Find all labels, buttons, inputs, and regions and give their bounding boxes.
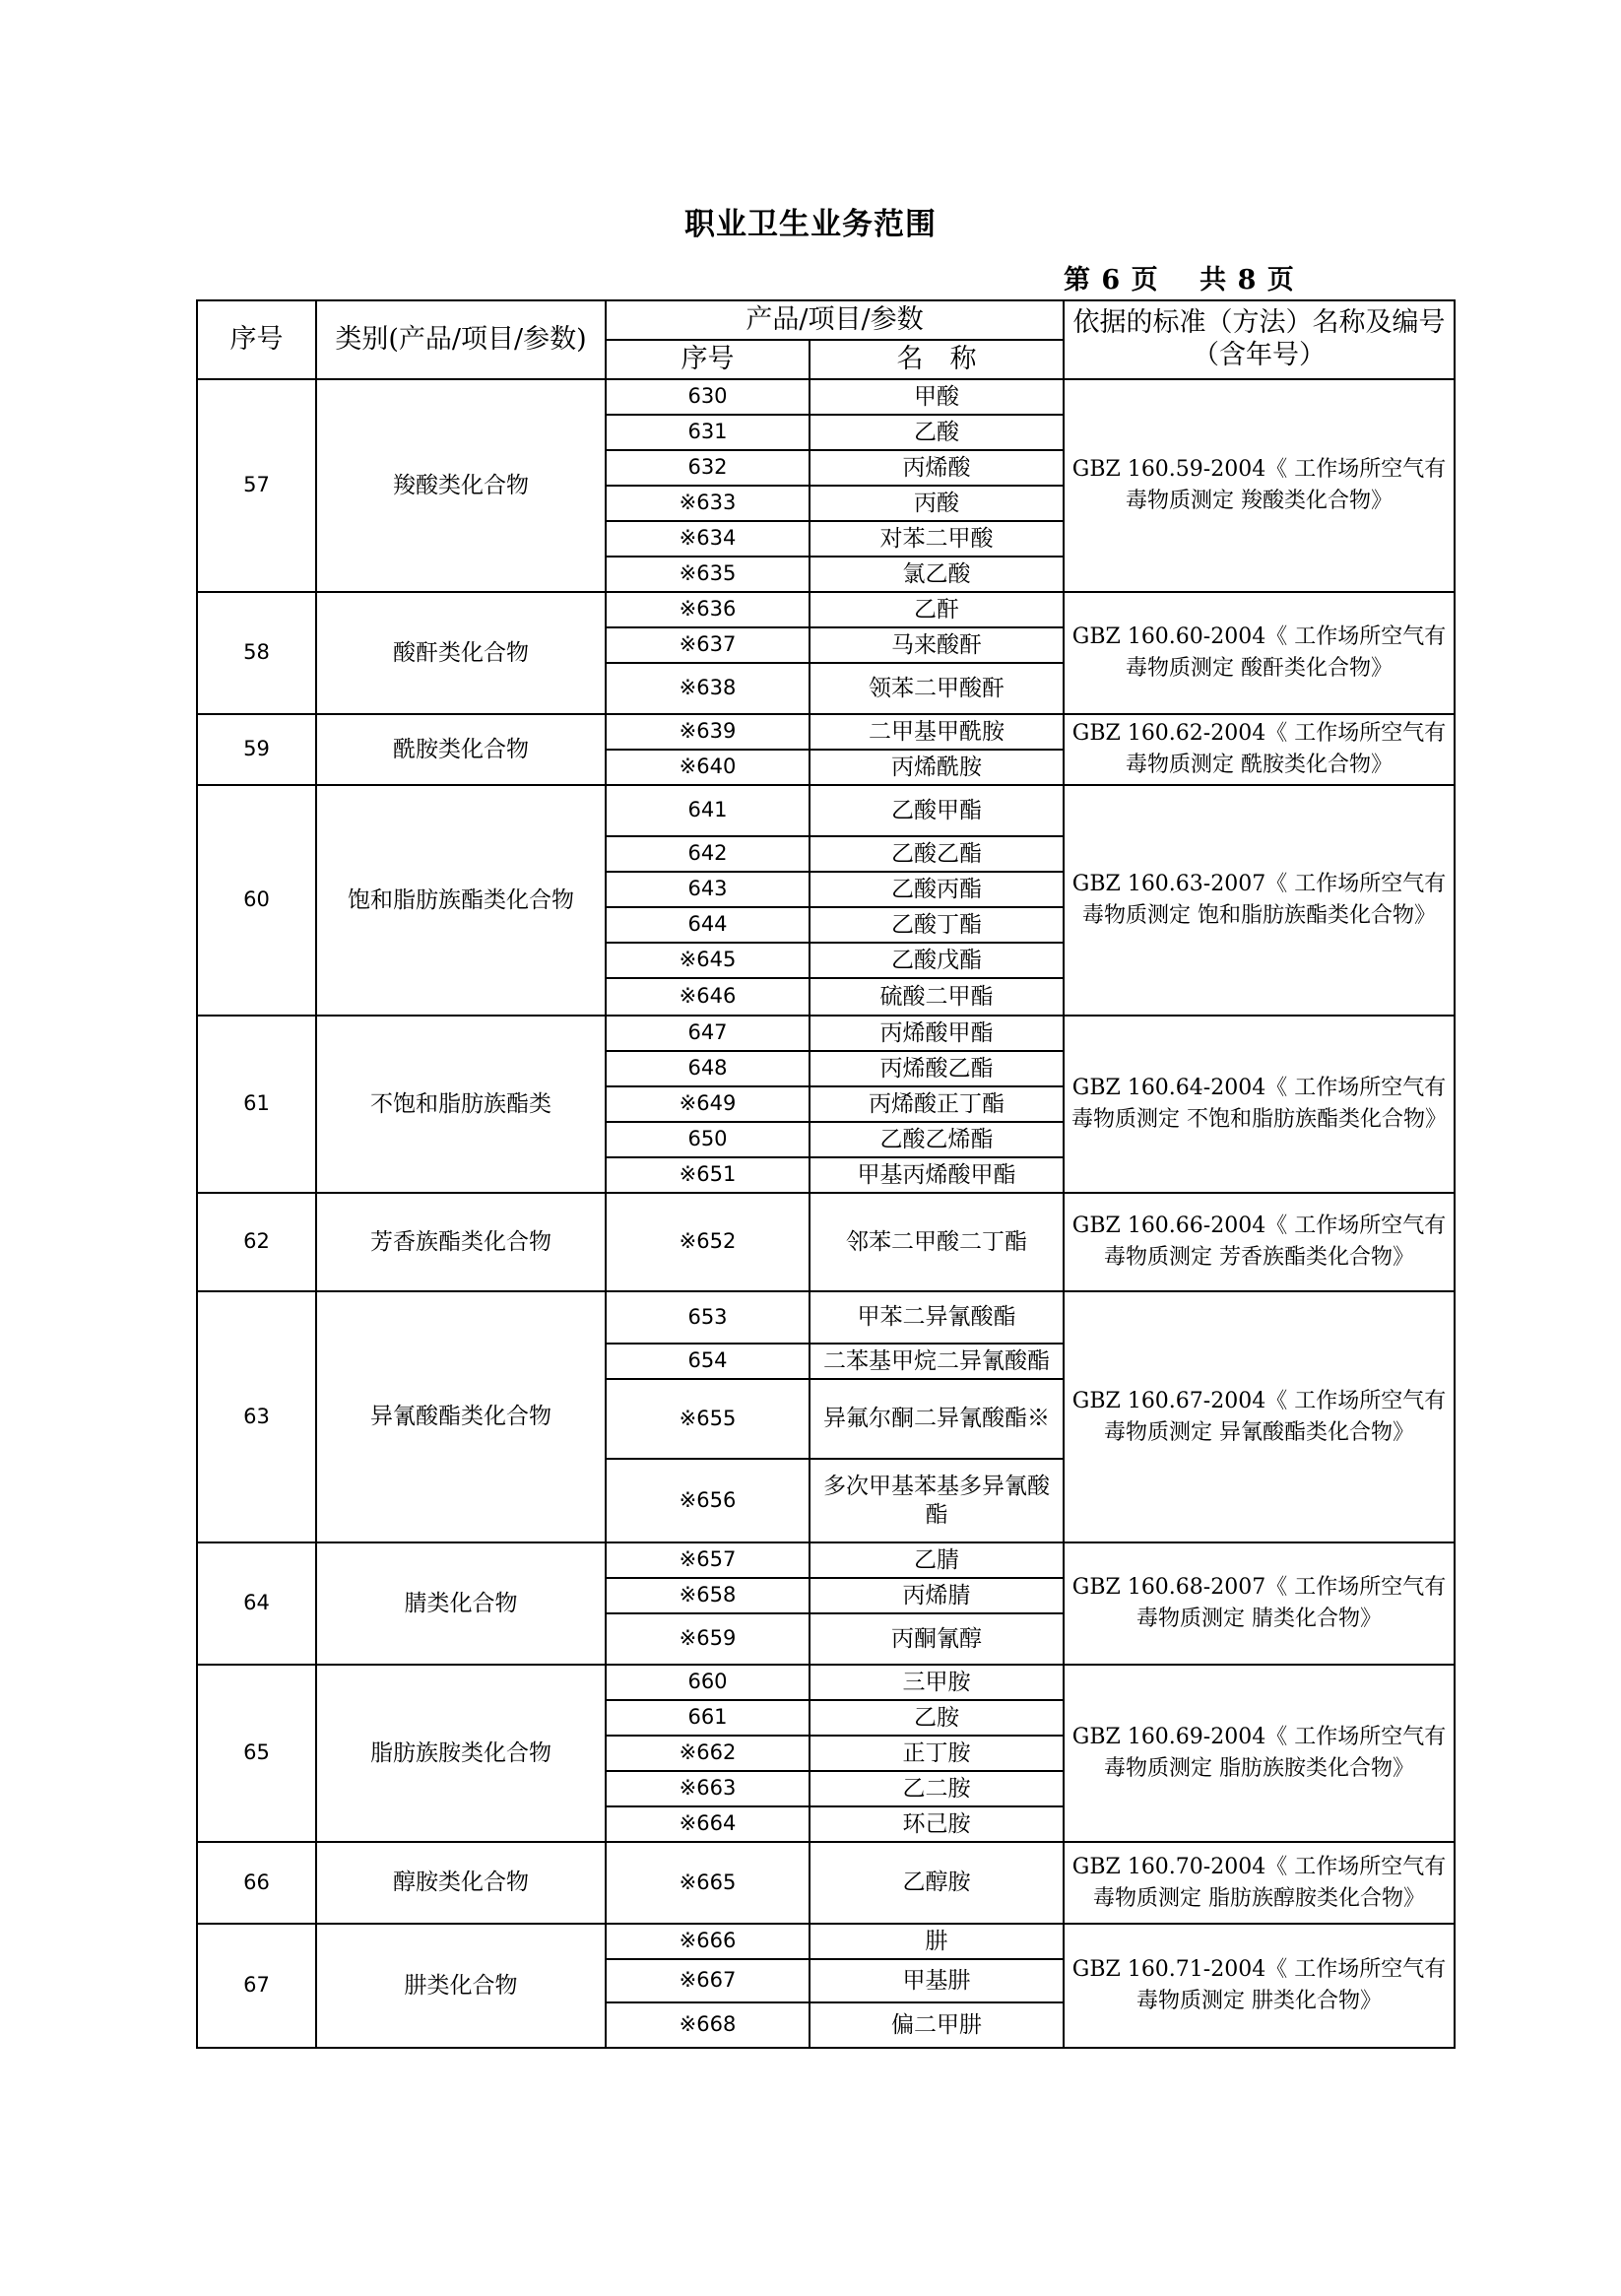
item-name-cell: 乙酸丁酯	[810, 907, 1064, 943]
page-title: 职业卫生业务范围	[684, 207, 937, 242]
item-seq-cell: ※662	[606, 1736, 810, 1771]
item-name-cell: 偏二甲肼	[810, 2002, 1064, 2048]
category-cell: 脂肪族胺类化合物	[316, 1665, 606, 1842]
table-row	[197, 714, 1455, 750]
category-cell: 酸酐类化合物	[316, 592, 606, 714]
table-row	[197, 592, 1455, 627]
item-seq-cell: ※668	[606, 2002, 810, 2048]
item-seq-cell: ※659	[606, 1613, 810, 1665]
item-name-cell: 乙酸乙烯酯	[810, 1122, 1064, 1157]
standard-cell: GBZ 160.67-2004《 工作场所空气有毒物质测定 异氰酸酯类化合物》	[1064, 1291, 1455, 1542]
item-seq-cell: ※634	[606, 521, 810, 557]
group-seq-cell: 67	[197, 1924, 316, 2048]
header-product-group: 产品/项目/参数	[606, 300, 1064, 340]
item-seq-cell: 642	[606, 836, 810, 872]
item-seq-cell: ※638	[606, 663, 810, 714]
category-cell: 羧酸类化合物	[316, 379, 606, 592]
table-row	[197, 785, 1455, 836]
group-seq-cell: 60	[197, 785, 316, 1016]
item-name-cell: 丙烯酸正丁酯	[810, 1086, 1064, 1122]
table-row	[197, 379, 1455, 415]
item-seq-cell: ※664	[606, 1806, 810, 1842]
category-cell: 腈类化合物	[316, 1542, 606, 1665]
item-seq-cell: ※656	[606, 1459, 810, 1542]
item-name-cell: 甲基丙烯酸甲酯	[810, 1157, 1064, 1193]
item-seq-cell: ※646	[606, 978, 810, 1016]
item-seq-cell: 632	[606, 450, 810, 486]
group-seq-cell: 59	[197, 714, 316, 785]
table-row	[197, 1016, 1455, 1051]
item-seq-cell: 661	[606, 1700, 810, 1736]
item-name-cell: 领苯二甲酸酐	[810, 663, 1064, 714]
item-seq-cell: ※633	[606, 486, 810, 521]
table-row	[197, 1542, 1455, 1578]
table-row	[197, 1924, 1455, 1959]
item-name-cell: 氯乙酸	[810, 557, 1064, 592]
item-name-cell: 肼	[810, 1924, 1064, 1959]
standard-cell: GBZ 160.71-2004《 工作场所空气有毒物质测定 肼类化合物》	[1064, 1924, 1455, 2048]
item-name-cell: 邻苯二甲酸二丁酯	[810, 1193, 1064, 1291]
item-seq-cell: ※637	[606, 627, 810, 663]
item-name-cell: 二甲基甲酰胺	[810, 714, 1064, 750]
item-name-cell: 硫酸二甲酯	[810, 978, 1064, 1016]
table-body	[197, 379, 1455, 2048]
table-row	[197, 1842, 1455, 1924]
item-name-cell: 正丁胺	[810, 1736, 1064, 1771]
item-name-cell: 丙烯酸	[810, 450, 1064, 486]
item-name-cell: 乙酸乙酯	[810, 836, 1064, 872]
item-seq-cell: 631	[606, 415, 810, 450]
category-cell: 饱和脂肪族酯类化合物	[316, 785, 606, 1016]
standard-cell: GBZ 160.63-2007《 工作场所空气有毒物质测定 饱和脂肪族酯类化合物》	[1064, 785, 1455, 1016]
item-name-cell: 对苯二甲酸	[810, 521, 1064, 557]
item-seq-cell: ※651	[606, 1157, 810, 1193]
item-name-cell: 乙酸甲酯	[810, 785, 1064, 836]
table-row	[197, 1193, 1455, 1291]
group-seq-cell: 66	[197, 1842, 316, 1924]
table-row	[197, 1665, 1455, 1700]
group-seq-cell: 65	[197, 1665, 316, 1842]
item-seq-cell: 630	[606, 379, 810, 415]
header-category: 类别(产品/项目/参数)	[316, 300, 606, 379]
item-name-cell: 多次甲基苯基多异氰酸酯	[810, 1459, 1064, 1542]
item-seq-cell: ※658	[606, 1578, 810, 1613]
item-seq-cell: 643	[606, 872, 810, 907]
item-name-cell: 乙胺	[810, 1700, 1064, 1736]
item-name-cell: 甲酸	[810, 379, 1064, 415]
category-cell: 不饱和脂肪族酯类	[316, 1016, 606, 1193]
header-seq: 序号	[197, 300, 316, 379]
item-seq-cell: ※652	[606, 1193, 810, 1291]
item-seq-cell: ※655	[606, 1379, 810, 1459]
category-cell: 酰胺类化合物	[316, 714, 606, 785]
standard-cell: GBZ 160.60-2004《 工作场所空气有毒物质测定 酸酐类化合物》	[1064, 592, 1455, 714]
item-name-cell: 丙酸	[810, 486, 1064, 521]
item-name-cell: 环己胺	[810, 1806, 1064, 1842]
item-seq-cell: ※639	[606, 714, 810, 750]
item-name-cell: 丙烯酰胺	[810, 750, 1064, 785]
item-seq-cell: ※666	[606, 1924, 810, 1959]
item-name-cell: 异氟尔酮二异氰酸酯※	[810, 1379, 1064, 1459]
group-seq-cell: 58	[197, 592, 316, 714]
category-cell: 异氰酸酯类化合物	[316, 1291, 606, 1542]
item-name-cell: 乙醇胺	[810, 1842, 1064, 1924]
item-name-cell: 二苯基甲烷二异氰酸酯	[810, 1344, 1064, 1379]
item-name-cell: 丙烯腈	[810, 1578, 1064, 1613]
category-cell: 醇胺类化合物	[316, 1842, 606, 1924]
standard-cell: GBZ 160.69-2004《 工作场所空气有毒物质测定 脂肪族胺类化合物》	[1064, 1665, 1455, 1842]
standard-cell: GBZ 160.64-2004《 工作场所空气有毒物质测定 不饱和脂肪族酯类化合物》	[1064, 1016, 1455, 1193]
item-name-cell: 乙二胺	[810, 1771, 1064, 1806]
item-seq-cell: ※635	[606, 557, 810, 592]
item-seq-cell: ※649	[606, 1086, 810, 1122]
item-name-cell: 甲基肼	[810, 1959, 1064, 2002]
standard-cell: GBZ 160.62-2004《 工作场所空气有毒物质测定 酰胺类化合物》	[1064, 714, 1455, 785]
standard-cell: GBZ 160.66-2004《 工作场所空气有毒物质测定 芳香族酯类化合物》	[1064, 1193, 1455, 1291]
item-name-cell: 乙酸戊酯	[810, 943, 1064, 978]
item-seq-cell: 648	[606, 1051, 810, 1086]
item-seq-cell: ※645	[606, 943, 810, 978]
item-seq-cell: 654	[606, 1344, 810, 1379]
item-seq-cell: ※667	[606, 1959, 810, 2002]
group-seq-cell: 57	[197, 379, 316, 592]
item-seq-cell: 653	[606, 1291, 810, 1344]
header-sub-seq: 序号	[606, 340, 810, 379]
page-number: 第 6 页 共 8 页	[1064, 265, 1295, 295]
item-seq-cell: ※665	[606, 1842, 810, 1924]
category-cell: 肼类化合物	[316, 1924, 606, 2048]
item-name-cell: 乙酸丙酯	[810, 872, 1064, 907]
header-row	[197, 300, 1455, 340]
item-name-cell: 乙酸	[810, 415, 1064, 450]
standard-cell: GBZ 160.68-2007《 工作场所空气有毒物质测定 腈类化合物》	[1064, 1542, 1455, 1665]
item-name-cell: 乙酐	[810, 592, 1064, 627]
group-seq-cell: 62	[197, 1193, 316, 1291]
item-name-cell: 马来酸酐	[810, 627, 1064, 663]
header-standard: 依据的标准（方法）名称及编号（含年号）	[1064, 300, 1455, 379]
item-name-cell: 丙酮氰醇	[810, 1613, 1064, 1665]
item-seq-cell: 647	[606, 1016, 810, 1051]
item-seq-cell: ※663	[606, 1771, 810, 1806]
item-seq-cell: ※640	[606, 750, 810, 785]
item-seq-cell: 644	[606, 907, 810, 943]
standard-cell: GBZ 160.70-2004《 工作场所空气有毒物质测定 脂肪族醇胺类化合物》	[1064, 1842, 1455, 1924]
group-seq-cell: 63	[197, 1291, 316, 1542]
item-name-cell: 三甲胺	[810, 1665, 1064, 1700]
standard-cell: GBZ 160.59-2004《 工作场所空气有毒物质测定 羧酸类化合物》	[1064, 379, 1455, 592]
item-seq-cell: 650	[606, 1122, 810, 1157]
table-row	[197, 1291, 1455, 1344]
group-seq-cell: 64	[197, 1542, 316, 1665]
item-name-cell: 甲苯二异氰酸酯	[810, 1291, 1064, 1344]
header-sub-name: 名 称	[810, 340, 1064, 379]
category-cell: 芳香族酯类化合物	[316, 1193, 606, 1291]
item-name-cell: 丙烯酸甲酯	[810, 1016, 1064, 1051]
scope-table	[196, 299, 1456, 2049]
item-seq-cell: 641	[606, 785, 810, 836]
item-seq-cell: 660	[606, 1665, 810, 1700]
group-seq-cell: 61	[197, 1016, 316, 1193]
item-name-cell: 乙腈	[810, 1542, 1064, 1578]
item-seq-cell: ※657	[606, 1542, 810, 1578]
item-name-cell: 丙烯酸乙酯	[810, 1051, 1064, 1086]
item-seq-cell: ※636	[606, 592, 810, 627]
